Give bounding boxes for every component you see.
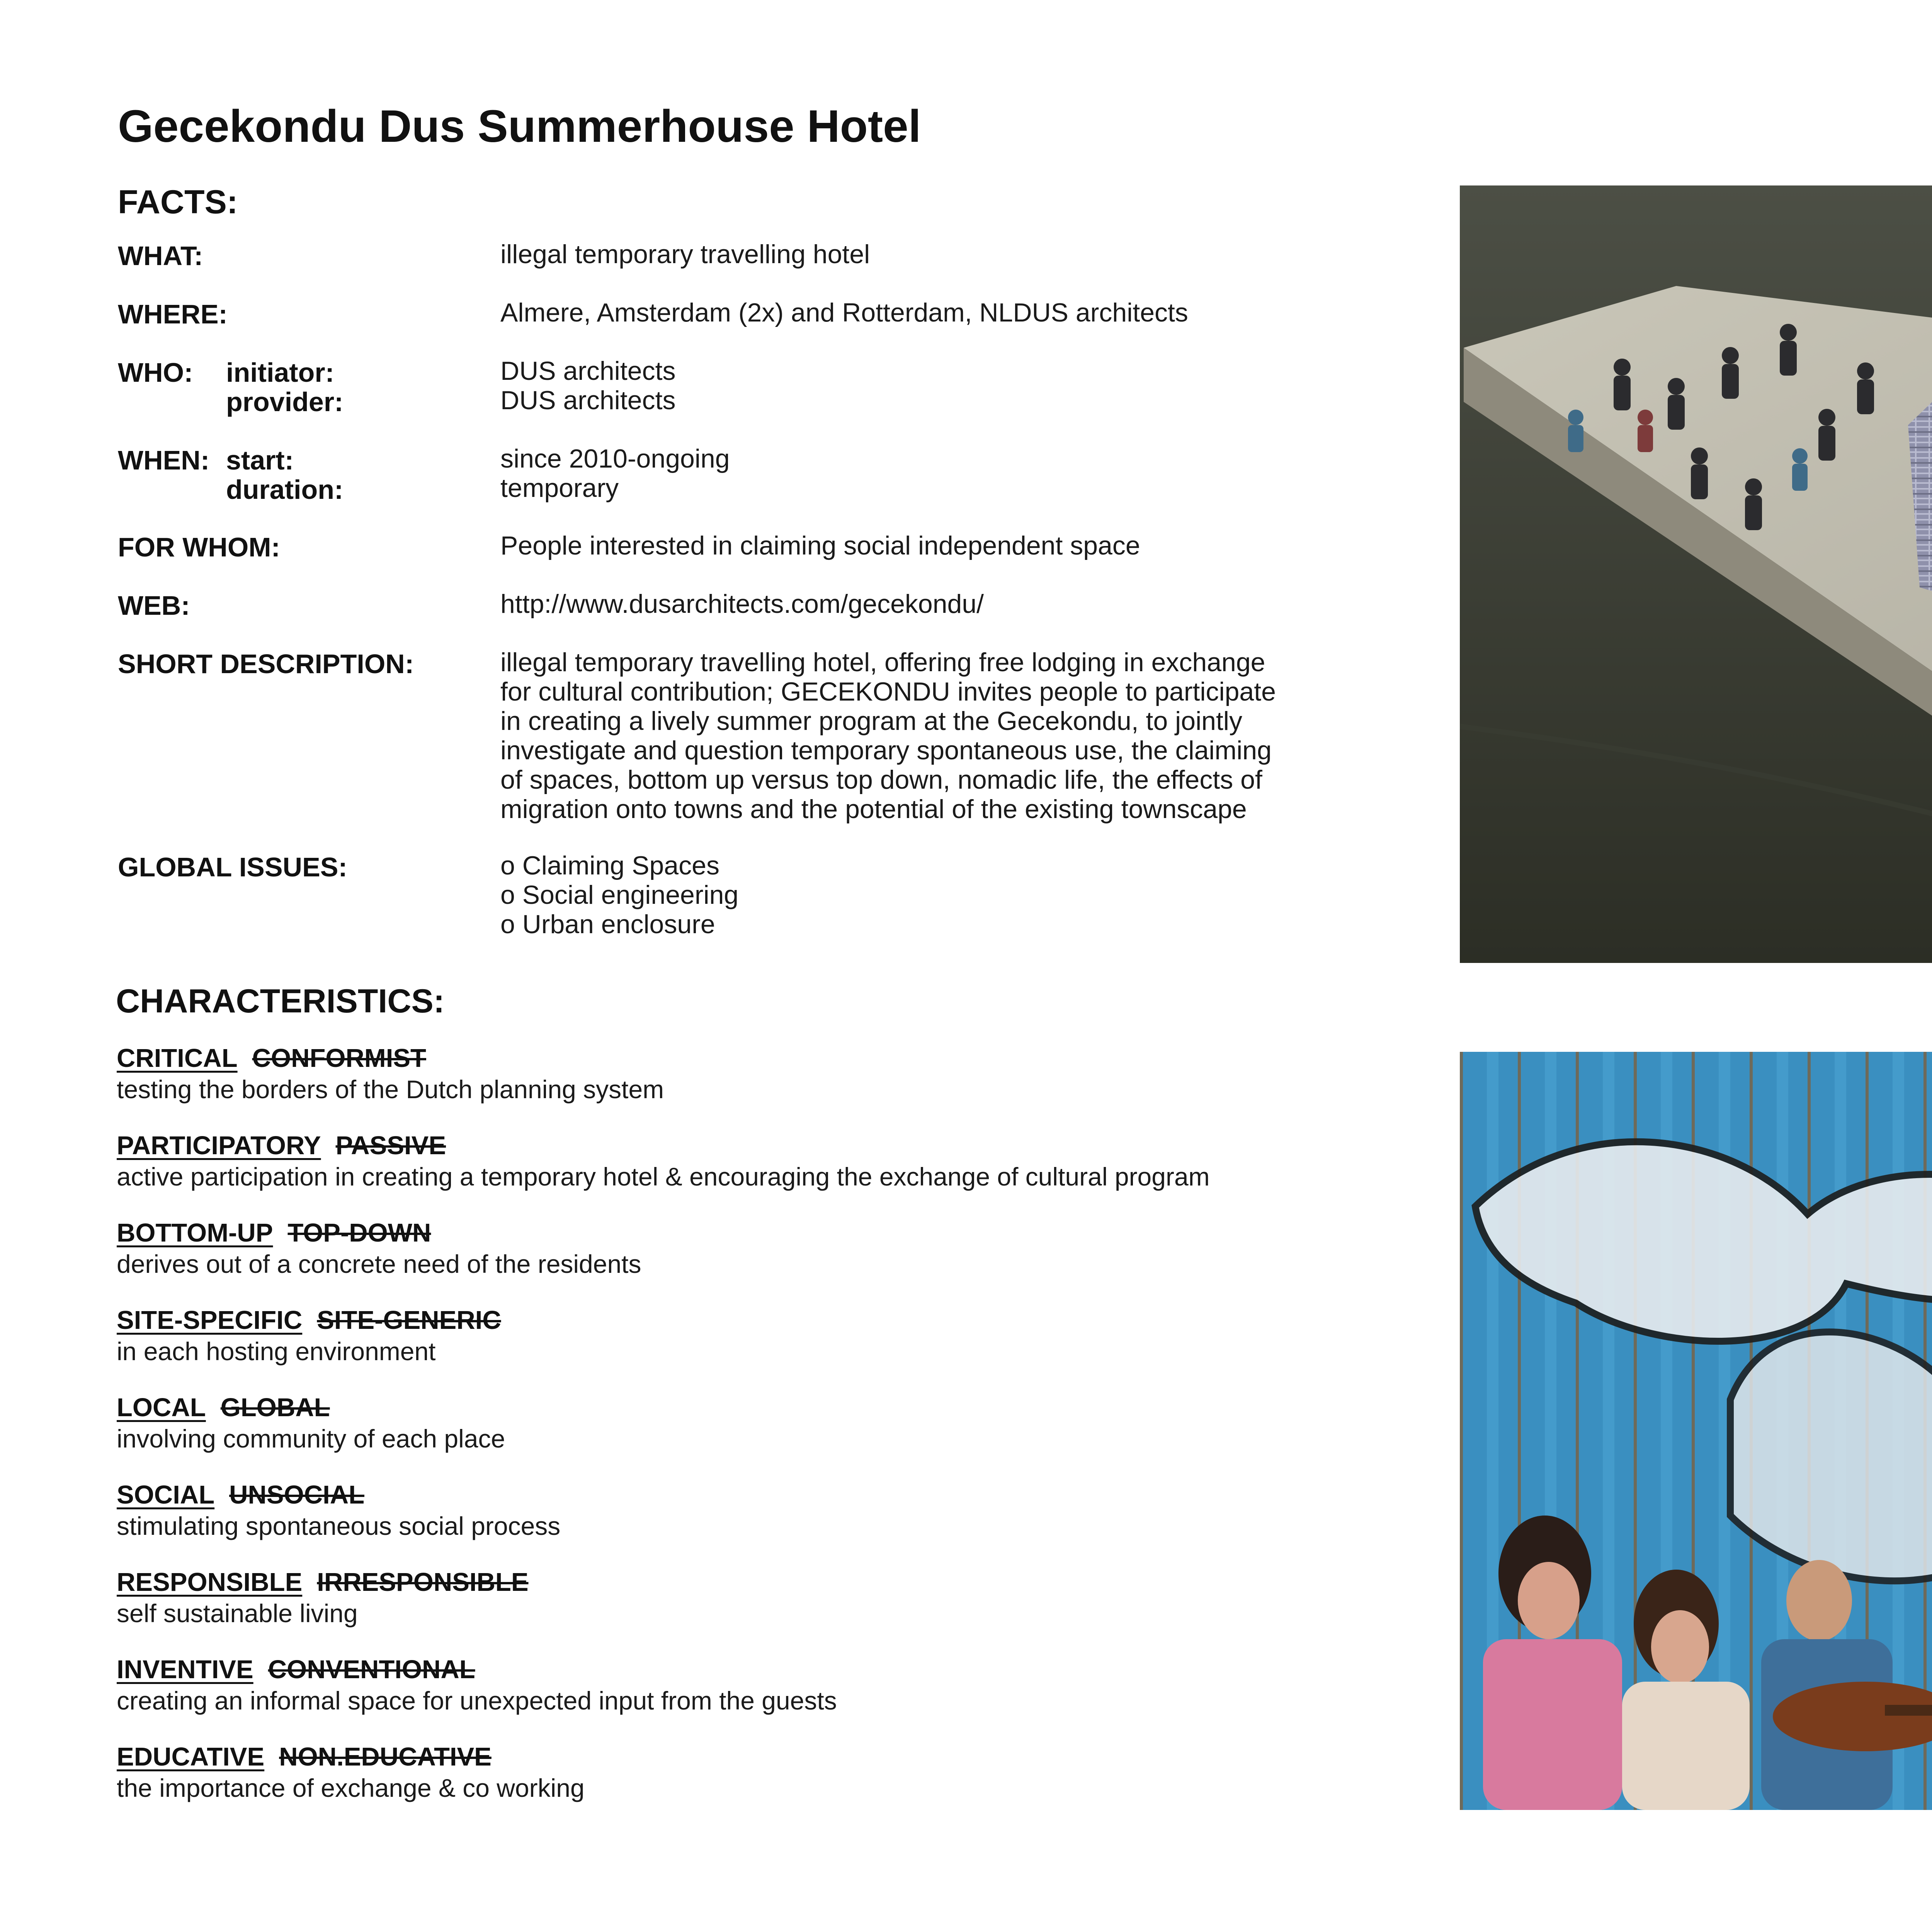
fact-when bbox=[118, 444, 1316, 504]
global-issue-item: o Urban enclosure bbox=[500, 910, 715, 939]
short-description-line: in creating a lively summer program at the Gecekondu, to jointly bbox=[500, 706, 1243, 736]
characteristic-description: in each hosting environment bbox=[117, 1337, 436, 1366]
fact-who-label bbox=[118, 356, 500, 417]
characteristic-item bbox=[117, 1742, 1392, 1804]
characteristic-negative: GLOBAL bbox=[220, 1393, 330, 1422]
characteristic-description: self sustainable living bbox=[117, 1599, 358, 1628]
short-description-line: for cultural contribution; GECEKONDU invites people to participate bbox=[500, 677, 1276, 706]
initiator-value: DUS architects bbox=[500, 356, 676, 386]
characteristic-negative: TOP-DOWN bbox=[287, 1218, 431, 1247]
initiator-label: initiator: bbox=[226, 357, 334, 388]
fact-who bbox=[118, 356, 1316, 417]
fact-what-label: WHAT: bbox=[118, 241, 203, 271]
short-description-line: illegal temporary travelling hotel, offering free lodging in exchange bbox=[500, 648, 1265, 677]
fact-short-description bbox=[118, 648, 1316, 824]
characteristic-negative: PASSIVE bbox=[335, 1131, 446, 1160]
page-title: Gecekondu Dus Summerhouse Hotel bbox=[118, 101, 921, 152]
fact-what bbox=[118, 240, 1316, 270]
facts-heading: FACTS: bbox=[118, 184, 238, 221]
fact-web-link[interactable]: http://www.dusarchitects.com/gecekondu/ bbox=[500, 589, 984, 619]
characteristic-positive: BOTTOM-UP bbox=[117, 1218, 273, 1247]
fact-where-label: WHERE: bbox=[118, 299, 228, 329]
provider-value: DUS architects bbox=[500, 386, 676, 415]
fact-what-value: illegal temporary travelling hotel bbox=[500, 240, 870, 269]
characteristic-item bbox=[117, 1218, 1392, 1280]
characteristic-negative: SITE-GENERIC bbox=[317, 1306, 501, 1335]
short-description-text bbox=[500, 648, 1276, 824]
fact-when-label bbox=[118, 444, 500, 504]
characteristic-item bbox=[117, 1655, 1392, 1716]
characteristic-item bbox=[117, 1043, 1392, 1105]
guests-graffiti-photo bbox=[1460, 1052, 1932, 1810]
characteristic-item bbox=[117, 1305, 1392, 1367]
characteristic-description: creating an informal space for unexpected input from the guests bbox=[117, 1686, 837, 1715]
provider-label: provider: bbox=[226, 387, 344, 417]
fact-global-issues bbox=[118, 851, 1316, 939]
characteristic-positive: CRITICAL bbox=[117, 1044, 238, 1073]
characteristic-description: stimulating spontaneous social process bbox=[117, 1512, 561, 1540]
duration-value: temporary bbox=[500, 473, 619, 503]
fact-forwhom-label: FOR WHOM: bbox=[118, 532, 280, 562]
when-label: WHEN: bbox=[118, 445, 210, 475]
characteristic-item bbox=[117, 1393, 1392, 1454]
characteristic-positive: RESPONSIBLE bbox=[117, 1568, 303, 1597]
start-label: start: bbox=[226, 445, 294, 475]
characteristic-description: the importance of exchange & co working bbox=[117, 1774, 585, 1802]
fact-where bbox=[118, 298, 1316, 329]
characteristic-negative: CONVENTIONAL bbox=[268, 1655, 475, 1684]
characteristics-heading: CHARACTERISTICS: bbox=[116, 983, 445, 1020]
global-issues-list bbox=[500, 851, 738, 939]
characteristic-item bbox=[117, 1567, 1392, 1629]
characteristic-negative: CONFORMIST bbox=[252, 1044, 426, 1073]
characteristic-positive: SOCIAL bbox=[117, 1480, 215, 1509]
hotel-platform-photo bbox=[1460, 185, 1932, 963]
global-issue-item: o Social engineering bbox=[500, 880, 739, 910]
characteristic-positive: LOCAL bbox=[117, 1393, 206, 1422]
short-description-line: investigate and question temporary spontaneous use, the claiming bbox=[500, 736, 1272, 765]
characteristic-positive: PARTICIPATORY bbox=[117, 1131, 321, 1160]
fact-short-label: SHORT DESCRIPTION: bbox=[118, 649, 414, 679]
characteristic-negative: UNSOCIAL bbox=[229, 1480, 365, 1509]
characteristic-item bbox=[117, 1131, 1392, 1192]
characteristic-item bbox=[117, 1480, 1392, 1542]
fact-forwhom-value: People interested in claiming social independent space bbox=[500, 531, 1140, 560]
fact-global-label: GLOBAL ISSUES: bbox=[118, 852, 347, 882]
characteristic-description: derives out of a concrete need of the residents bbox=[117, 1250, 641, 1278]
who-label: WHO: bbox=[118, 357, 193, 388]
global-issue-item: o Claiming Spaces bbox=[500, 851, 719, 880]
short-description-line: migration onto towns and the potential of the existing townscape bbox=[500, 794, 1247, 824]
duration-label: duration: bbox=[226, 475, 344, 505]
fact-web-label: WEB: bbox=[118, 590, 190, 621]
characteristic-description: involving community of each place bbox=[117, 1424, 505, 1453]
fact-where-value: Almere, Amsterdam (2x) and Rotterdam, NLDUS architects bbox=[500, 298, 1188, 327]
characteristic-description: testing the borders of the Dutch planning system bbox=[117, 1075, 664, 1104]
characteristic-description: active participation in creating a temporary hotel & encouraging the exchange of cultural program bbox=[117, 1162, 1210, 1191]
start-value: since 2010-ongoing bbox=[500, 444, 730, 473]
characteristic-negative: NON.EDUCATIVE bbox=[279, 1742, 492, 1771]
characteristic-positive: EDUCATIVE bbox=[117, 1742, 265, 1771]
fact-web bbox=[118, 589, 1316, 620]
short-description-line: of spaces, bottom up versus top down, nomadic life, the effects of bbox=[500, 765, 1262, 794]
fact-forwhom bbox=[118, 531, 1316, 562]
characteristic-negative: IRRESPONSIBLE bbox=[317, 1568, 529, 1597]
characteristic-positive: INVENTIVE bbox=[117, 1655, 253, 1684]
characteristic-positive: SITE-SPECIFIC bbox=[117, 1306, 303, 1335]
